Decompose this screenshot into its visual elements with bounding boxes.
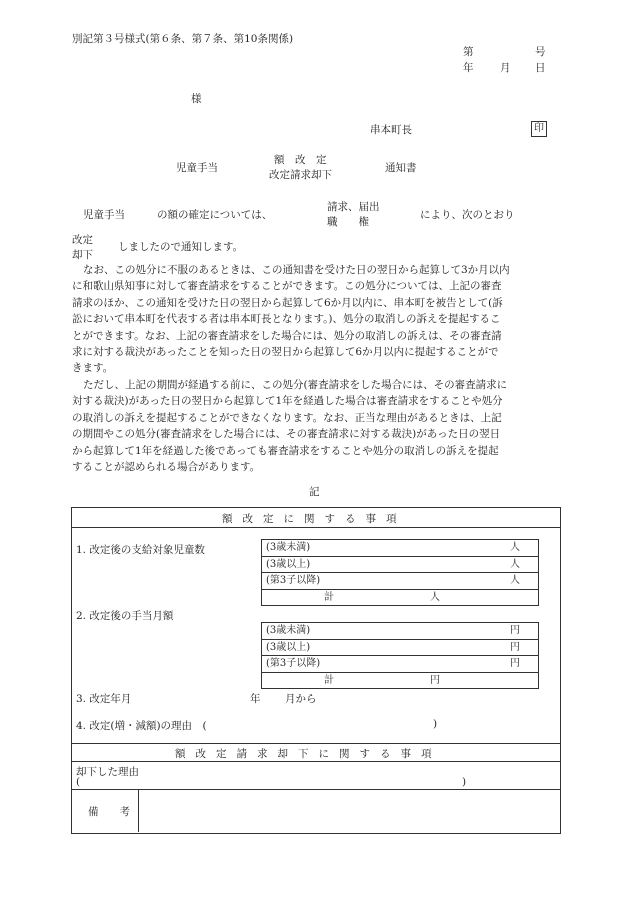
date-month: 月 xyxy=(500,62,511,74)
number-suffix: 号 xyxy=(535,46,546,58)
table-row: (第3子以降) 円 xyxy=(262,656,538,673)
issuer-title: 串本町長 xyxy=(370,124,412,136)
intro-left-bottom: 却下 xyxy=(72,249,93,261)
intro-option-top: 請求、届出 xyxy=(327,201,380,213)
ki-mark: 記 xyxy=(309,486,320,498)
addressee-sama: 様 xyxy=(191,93,202,105)
item2-box xyxy=(261,622,539,689)
title-option-top: 額 改 定 xyxy=(274,154,327,166)
intro-line2: しましたので通知します。 xyxy=(118,241,244,253)
reject-close: ) xyxy=(462,776,467,788)
item4-close: ) xyxy=(433,718,438,730)
intro-option-bottom: 職 権 xyxy=(327,216,369,228)
divider xyxy=(71,743,560,744)
seal-box: 印 xyxy=(531,121,547,137)
title-option-bottom: 改定請求却下 xyxy=(269,169,332,181)
intro-left-top: 改定 xyxy=(72,234,93,246)
item3-label: 3. 改定年月 xyxy=(76,693,132,705)
notice-paragraph-2: ただし、上記の期間が経過する前に、この処分(審査請求をした場合には、その審査請求に 対する裁決)があった日の翌日から起算して1年を経過した場合は審査請求をすることや処分 の取消しの訴えを提起することができなくなります。なお、正当な理由があるときは、上記 の期間やこの処分(審査請求をした場合には、その審査請求に対する裁決)があった日の翌日 から起算して1年を経過した後であっても審査請求をすることや処分の取消しの訴えを提起 することが認められる場合があります。 xyxy=(72,379,508,474)
section1-header: 額改定に関する事項 xyxy=(222,513,407,525)
remarks-label: 備 考 xyxy=(88,806,130,818)
table-row: (3歳未満) 人 xyxy=(262,540,538,557)
item3-month: 月から xyxy=(285,693,317,705)
table-row: (第3子以降) 人 xyxy=(262,573,538,590)
table-row: (3歳以上) 人 xyxy=(262,557,538,574)
reject-label: 却下した理由 xyxy=(76,766,139,778)
divider xyxy=(71,527,560,528)
table-row: (3歳以上) 円 xyxy=(262,640,538,657)
table-row: (3歳未満) 円 xyxy=(262,623,538,640)
title-right: 通知書 xyxy=(385,162,417,174)
intro-middle: の額の確定については、 xyxy=(157,209,273,221)
table-row-total: 計 人 xyxy=(324,591,440,603)
item2-label: 2. 改定後の手当月額 xyxy=(76,610,174,622)
divider xyxy=(71,761,560,762)
section2-header: 額改定請求却下に関する事項 xyxy=(175,748,442,760)
item1-label: 1. 改定後の支給対象児童数 xyxy=(76,544,205,556)
form-id: 別記第３号様式(第６条、第７条、第10条関係) xyxy=(72,33,294,45)
divider xyxy=(138,789,139,832)
divider xyxy=(71,789,560,790)
date-year: 年 xyxy=(463,62,474,74)
item4-label: 4. 改定(増・減額)の理由 ( xyxy=(76,720,207,732)
title-left: 児童手当 xyxy=(176,162,218,174)
date-day: 日 xyxy=(535,62,546,74)
reject-open: ( xyxy=(76,776,81,788)
item1-box xyxy=(261,539,539,606)
number-label: 第 xyxy=(463,46,474,58)
intro-prefix: 児童手当 xyxy=(83,209,125,221)
intro-suffix: により、次のとおり xyxy=(420,209,515,221)
table-row-total: 計 円 xyxy=(324,674,440,686)
notice-paragraph-1: なお、この処分に不服のあるときは、この通知書を受けた日の翌日から起算して3か月以内 に和歌山県知事に対して審査請求をすることができます。この処分については、上記の審査 請求のほか、この通知を受けた日の翌日から起算して6か月以内に、串本町を被告として(訴 訟において串本町を代表する者は串本町長となります。)、処分の取消しの訴えを提起するこ とができます。なお、上記の審査請求をした場合には、処分の取消しの訴えは、その審査請 求に対する裁決があったことを知った日の翌日から起算して6か月以内に提起することがで きます。 xyxy=(72,264,510,375)
item3-year: 年 xyxy=(250,693,261,705)
